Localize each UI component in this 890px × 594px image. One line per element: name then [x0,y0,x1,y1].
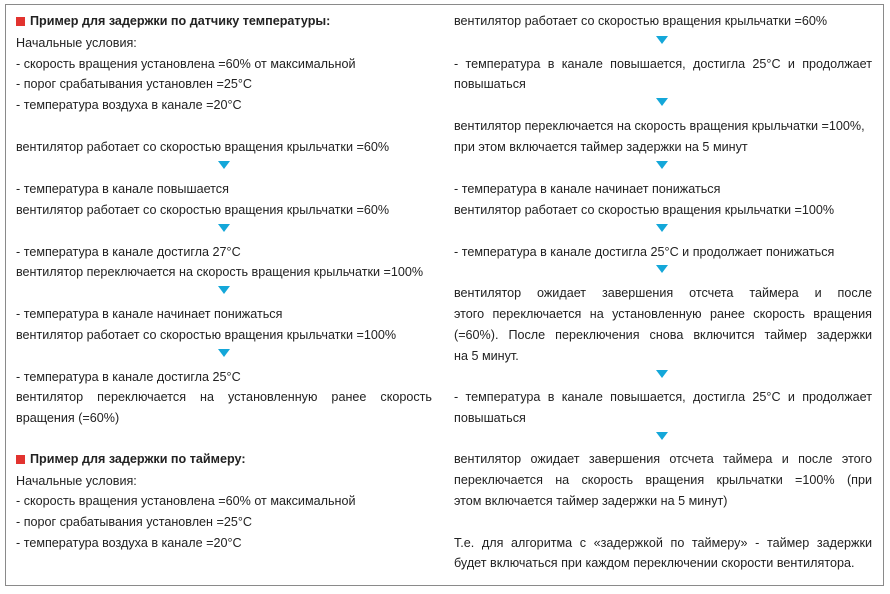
sensor-initial-label: Начальные условия: [16,36,137,50]
timer-step: повышаться [454,411,526,425]
down-arrow-icon [218,286,230,294]
timer-step: (=60%). После переключения снова включится таймер задержки [454,328,872,342]
timer-step: этом включается таймер задержки на 5 минут) [454,494,728,508]
timer-step: вентилятор работает со скоростью вращения крыльчатки =100% [454,203,835,217]
conclusion-text: будет включаться при каждом переключении скорости вентилятора. [454,556,855,570]
sensor-step: вентилятор переключается на скорость вращения крыльчатки =100% [16,265,424,279]
down-arrow-icon [656,224,668,232]
timer-condition: - скорость вращения установлена =60% от максимальной [16,494,356,508]
timer-step: при этом включается таймер задержки на 5 минут [454,140,748,154]
sensor-condition: - температура воздуха в канале =20°С [16,98,242,112]
timer-step: переключается на скорость вращения крыльчатки =100% (при [454,473,872,487]
down-arrow-icon [656,265,668,273]
timer-step: этого переключается на установленную ранее скорость вращения [454,307,872,321]
timer-step: - температура в канале достигла 25°С и продолжает понижаться [454,245,835,259]
sensor-step: вентилятор работает со скоростью вращения крыльчатки =100% [16,328,397,342]
timer-step: вентилятор работает со скоростью вращения крыльчатки =60% [454,14,828,28]
sensor-step: - температура в канале достигла 27°С [16,245,241,259]
timer-step: повышаться [454,77,526,91]
timer-condition: - порог срабатывания установлен =25°С [16,515,252,529]
timer-step: вентилятор переключается на скорость вращения крыльчатки =100%, [454,119,865,133]
timer-initial-label: Начальные условия: [16,474,137,488]
red-square-bullet-icon [16,455,25,464]
sensor-example-title: Пример для задержки по датчику температуры: [30,14,331,28]
down-arrow-icon [656,36,668,44]
sensor-condition: - порог срабатывания установлен =25°С [16,77,252,91]
sensor-step: вентилятор работает со скоростью вращения крыльчатки =60% [16,203,390,217]
timer-step: - температура в канале повышается, достигла 25°С и продолжает [454,390,872,404]
down-arrow-icon [656,432,668,440]
sensor-step: - температура в канале повышается [16,182,229,196]
down-arrow-icon [218,349,230,357]
sensor-step: вращения (=60%) [16,411,120,425]
conclusion-text: Т.е. для алгоритма с «задержкой по таймеру» - таймер задержки [454,536,872,550]
sensor-step: - температура в канале достигла 25°С [16,370,241,384]
down-arrow-icon [656,98,668,106]
timer-step: - температура в канале начинает понижаться [454,182,721,196]
down-arrow-icon [656,370,668,378]
down-arrow-icon [218,224,230,232]
timer-step: - температура в канале повышается, достигла 25°С и продолжает [454,57,872,71]
timer-condition: - температура воздуха в канале =20°С [16,536,242,550]
sensor-step: - температура в канале начинает понижаться [16,307,283,321]
sensor-condition: - скорость вращения установлена =60% от максимальной [16,57,356,71]
red-square-bullet-icon [16,17,25,26]
down-arrow-icon [656,161,668,169]
sensor-step: вентилятор переключается на установленную ранее скорость [16,390,432,404]
timer-step: вентилятор ожидает завершения отсчета таймера и после [454,286,872,300]
timer-step: вентилятор ожидает завершения отсчета таймера и после этого [454,452,872,466]
timer-example-title: Пример для задержки по таймеру: [30,452,246,466]
timer-step: на 5 минут. [454,349,519,363]
sensor-step: вентилятор работает со скоростью вращения крыльчатки =60% [16,140,390,154]
down-arrow-icon [218,161,230,169]
